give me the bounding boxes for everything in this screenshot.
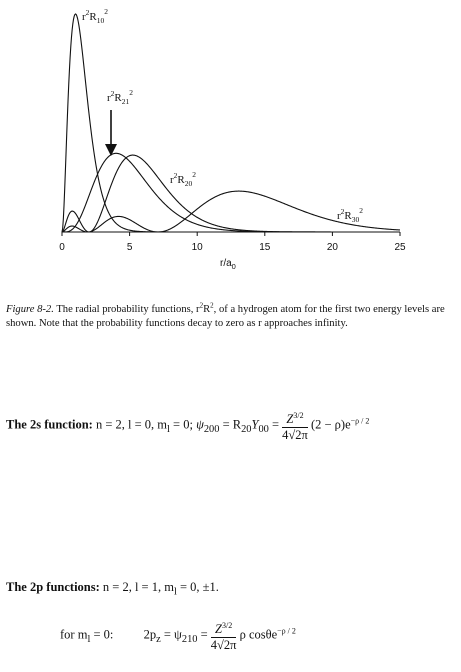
eq-2s-num-exp: 3/2: [293, 411, 304, 420]
eq-2p-ml-sub: l: [173, 586, 177, 598]
chart-svg: [0, 0, 461, 290]
x-tick-label: 5: [126, 242, 133, 253]
eq-2p-heading: The 2p functions:: [6, 580, 100, 594]
x-ticks: [59, 232, 406, 253]
eq-2pz-num-Z: Z: [215, 622, 222, 637]
eq-2s-qn2: = 0;: [169, 417, 193, 432]
caption-text-1: The radial probability functions, r: [53, 304, 200, 315]
eq-2s-R-sub: 20: [241, 423, 252, 435]
eq-2pz-ml-sub: l: [87, 633, 91, 645]
eq-2s-fraction: [282, 408, 308, 443]
eq-2pz-eq: = ψ: [160, 627, 182, 642]
figure-caption: [6, 303, 458, 330]
eq-2pz-lhs-sub: z: [156, 633, 161, 645]
x-tick-label: 15: [259, 242, 271, 253]
x-tick-label: 20: [326, 242, 338, 253]
eq-2pz-lhs: 2p: [143, 627, 157, 642]
eq-2s-rhs: (2 − ρ)e: [310, 417, 351, 432]
eq-2pz-num-exp: 3/2: [221, 621, 233, 630]
label-r2R10: $r^2R_{10}^2$: [82, 7, 109, 25]
eq-2pz-den: 4√2π: [210, 638, 237, 653]
eq-2pz-psi-sub: 210: [181, 633, 198, 645]
x-tick-label: 0: [59, 242, 65, 253]
eq-2s-Y-sub: 00: [258, 423, 269, 435]
figure-number: Figure 8-2.: [6, 304, 54, 315]
label-r2R21: $r^2R_{21}^2$: [107, 88, 134, 106]
label-r2R20: $r^2R_{20}^2$: [170, 170, 197, 188]
eq-2p-text: n = 2, l = 1, m: [99, 580, 174, 594]
eq-2s-eq1: = R: [219, 417, 242, 432]
equation-2pz: [60, 618, 296, 653]
eq-2s-ml-sub: l: [167, 423, 170, 435]
eq-2pz-eq2: =: [197, 627, 208, 642]
series-curve-r-2-R10-2: [62, 14, 400, 232]
label-r2R30: $r^2R_{30}^2$: [337, 206, 364, 224]
equation-2s: [6, 408, 369, 443]
eq-2s-qn: n = 2, l = 0, m: [92, 417, 167, 432]
eq-2s-psi: ψ: [196, 417, 204, 432]
caption-text-2: R: [203, 304, 211, 315]
eq-2pz-rhs: ρ cosθe: [239, 627, 278, 642]
equation-2p-heading: [6, 580, 219, 598]
eq-2s-Y: Y: [251, 417, 259, 432]
eq-2s-num-Z: Z: [286, 412, 294, 427]
curves: [62, 14, 400, 232]
radial-probability-chart: [0, 0, 461, 290]
eq-2s-den: 4√2π: [282, 428, 308, 443]
eq-2pz-prefix2: = 0:: [90, 627, 114, 642]
caption-text-3: , of a hydrogen atom for the first two energy levels are shown. Note that the probability functions decay to zero as r approaches infinity.: [6, 304, 445, 329]
eq-2pz-prefix: for m: [60, 627, 88, 642]
eq-2pz-rhs-exp: −ρ / 2: [277, 626, 296, 636]
eq-2pz-fraction: [211, 618, 237, 653]
x-tick-label: 25: [394, 242, 406, 253]
eq-2s-rhs-exp: −ρ / 2: [350, 416, 370, 426]
caption-sup-1: 2: [199, 301, 204, 310]
x-tick-label: 10: [191, 242, 203, 253]
caption-sup-2: 2: [210, 301, 214, 310]
eq-2s-eq2: =: [268, 417, 280, 432]
arrow-head: [105, 144, 117, 156]
eq-2s-heading: The 2s function:: [6, 417, 93, 432]
x-axis-label: $r/a_0$: [220, 258, 236, 271]
eq-2s-psi-sub: 200: [203, 423, 220, 435]
eq-2p-text2: = 0, ±1.: [176, 580, 219, 594]
